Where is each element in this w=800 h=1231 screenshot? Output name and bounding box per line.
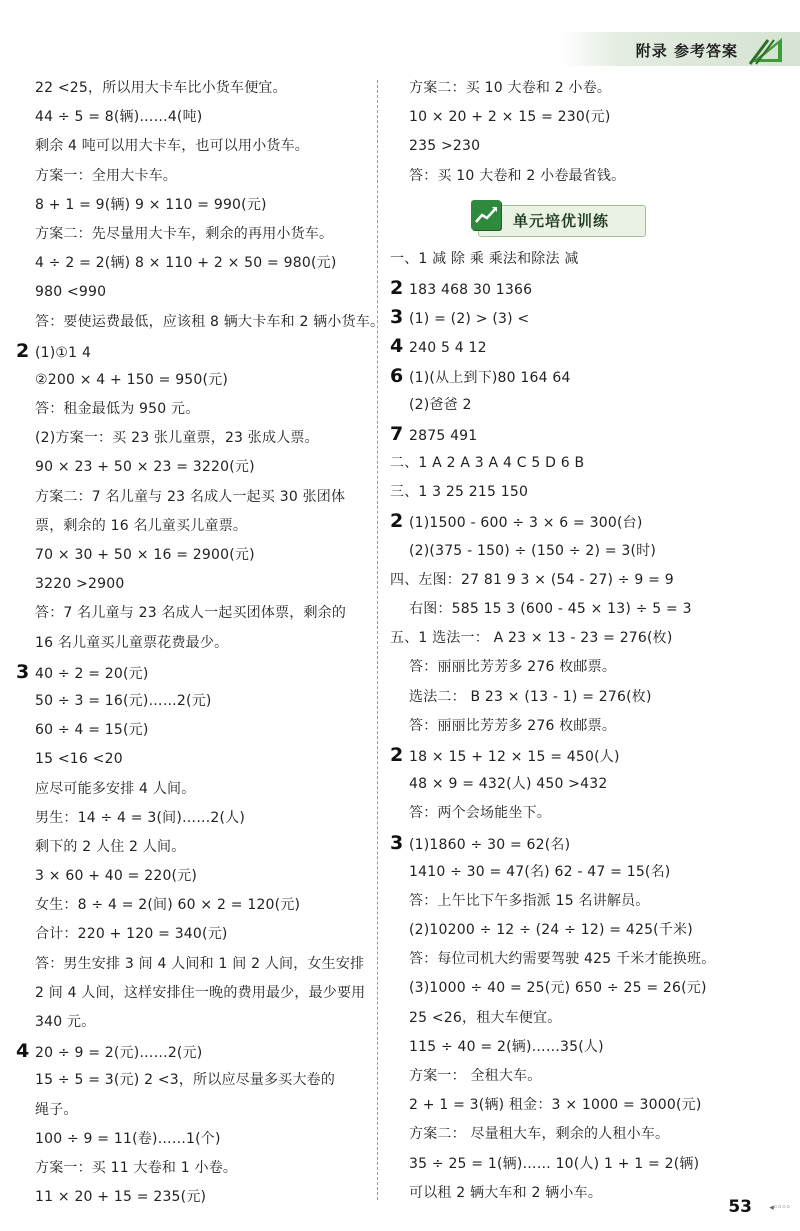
page-header (560, 32, 800, 66)
answer-line (390, 478, 780, 507)
answer-line (16, 162, 368, 191)
answer-line (16, 570, 368, 599)
answer-line (16, 687, 368, 716)
answer-line (16, 453, 368, 482)
answer-line (390, 103, 780, 132)
answer-line (16, 891, 368, 920)
answer-text: 35 ÷ 25 = 1(辆)…… 10(人) 1 + 1 = 2(辆) (409, 1155, 700, 1172)
answer-line (16, 278, 368, 307)
answer-line (16, 1066, 368, 1095)
answer-line (16, 366, 368, 395)
answer-line (16, 920, 368, 949)
answer-text: 20 ÷ 9 = 2(元)……2(元) (35, 1045, 203, 1062)
answer-line (390, 653, 780, 682)
answer-text: 8 + 1 = 9(辆) 9 × 110 = 990(元) (35, 196, 267, 213)
answer-line (390, 1150, 780, 1179)
answer-line (16, 716, 368, 745)
answer-line (390, 1091, 780, 1120)
answer-text: 50 ÷ 3 = 16(元)……2(元) (35, 692, 212, 709)
answer-line (16, 249, 368, 278)
answer-line (16, 541, 368, 570)
answer-line (16, 132, 368, 161)
answer-line (16, 1154, 368, 1183)
answer-text: 15 <16 <20 (35, 751, 123, 768)
answer-text: 22 <25，所以用大卡车比小货车便宜。 (35, 80, 287, 96)
answer-line (16, 979, 368, 1008)
answer-text: 10 × 20 + 2 × 15 = 230(元) (409, 109, 611, 126)
answer-line (16, 1008, 368, 1037)
answer-text: 方案二：先尽量用大卡车，剩余的再用小货车。 (35, 225, 334, 242)
column-divider (377, 80, 378, 1200)
answer-text: 235 >230 (409, 138, 481, 155)
answer-line (390, 1179, 780, 1208)
answer-text: 2 + 1 = 3(辆) 租金：3 × 1000 = 3000(元) (409, 1097, 702, 1114)
answer-line (16, 658, 368, 687)
answer-line (390, 858, 780, 887)
answer-line (390, 1033, 780, 1062)
page-decoration-dots: ◂◦◦◦◦ (769, 1203, 790, 1213)
answer-text: 选法二： B 23 × (13 - 1) = 276(枚) (409, 688, 652, 705)
answer-text: 44 ÷ 5 = 8(辆)……4(吨) (35, 109, 203, 126)
answer-text: (3)1000 ÷ 40 = 25(元) 650 ÷ 25 = 26(元) (409, 980, 707, 997)
answer-text: (2)10200 ÷ 12 ÷ (24 ÷ 12) = 425(千米) (409, 922, 693, 939)
answer-text: 票，剩余的 16 名儿童买儿童票。 (35, 517, 248, 534)
question-number: 3 (16, 660, 30, 683)
question-number: 7 (390, 422, 404, 445)
answer-line (16, 833, 368, 862)
question-number: 2 (16, 339, 30, 362)
answer-text: 980 <990 (35, 284, 107, 301)
answer-line (390, 303, 780, 332)
answer-line (16, 512, 368, 541)
right-bottom-block (390, 245, 780, 1208)
answer-text: 答：男生安排 3 间 4 人间和 1 间 2 人间，女生安排 (35, 955, 365, 972)
answer-line (390, 683, 780, 712)
answer-line (16, 424, 368, 453)
answer-line (390, 624, 780, 653)
left-column (16, 74, 385, 1212)
answer-text: 女生：8 ÷ 4 = 2(间) 60 × 2 = 120(元) (35, 897, 301, 914)
answer-line (16, 337, 368, 366)
answer-line (16, 1037, 368, 1066)
answer-text: (2)方案一：买 23 张儿童票，23 张成人票。 (35, 430, 319, 447)
answer-text: 答：7 名儿童与 23 名成人一起买团体票，剩余的 (35, 605, 347, 622)
answer-line (16, 775, 368, 804)
answer-text: 答：租金最低为 950 元。 (35, 401, 200, 418)
answer-text: (1)1860 ÷ 30 = 62(名) (409, 836, 571, 853)
answer-line (390, 1062, 780, 1091)
answer-text: 男生：14 ÷ 4 = 3(间)……2(人) (35, 809, 246, 826)
answer-text: 240 5 4 12 (409, 340, 487, 357)
answer-line (390, 916, 780, 945)
answer-line (16, 74, 368, 103)
answer-line (390, 974, 780, 1003)
answer-text: 1410 ÷ 30 = 47(名) 62 - 47 = 15(名) (409, 863, 671, 880)
answer-line (16, 629, 368, 658)
answer-line (16, 220, 368, 249)
answer-line (16, 1125, 368, 1154)
answer-line (390, 1004, 780, 1033)
right-column (390, 74, 780, 1208)
answer-text: 五、1 选法一： A 23 × 13 - 23 = 276(枚) (390, 630, 673, 647)
answer-line (16, 483, 368, 512)
answer-line (16, 745, 368, 774)
question-number: 2 (390, 510, 404, 533)
answer-text: 70 × 30 + 50 × 16 = 2900(元) (35, 547, 255, 563)
answer-text: 方案二：买 10 大卷和 2 小卷。 (409, 80, 612, 96)
answer-line (390, 595, 780, 624)
answer-line (16, 804, 368, 833)
question-number: 2 (390, 743, 404, 766)
answer-line (390, 420, 780, 449)
answer-text: 答：丽丽比芳芳多 276 枚邮票。 (409, 659, 617, 676)
answer-line (390, 162, 780, 191)
answer-line (390, 1120, 780, 1149)
question-number: 3 (390, 831, 404, 854)
answer-text: 合计：220 + 120 = 340(元) (35, 926, 228, 943)
answer-text: 答：两个会场能坐下。 (409, 805, 551, 822)
answer-text: (1) = (2) > (3) < (409, 311, 530, 328)
answer-text: 答：每位司机大约需要驾驶 425 千米才能换班。 (409, 951, 716, 968)
answer-text: (2)爸爸 2 (409, 396, 472, 413)
answer-text: 60 ÷ 4 = 15(元) (35, 722, 149, 739)
answer-line (390, 799, 780, 828)
answer-text: 应尽可能多安排 4 人间。 (35, 780, 196, 797)
answer-line (390, 449, 780, 478)
answer-line (390, 741, 780, 770)
answer-text: 方案一： 全租大车。 (409, 1068, 542, 1084)
section-title: 单元培优训练 (513, 211, 610, 230)
answer-line (16, 1096, 368, 1125)
answer-text: 90 × 23 + 50 × 23 = 3220(元) (35, 459, 255, 476)
answer-line (16, 950, 368, 979)
header-title: 附录 参考答案 (635, 42, 738, 60)
answer-text: 可以租 2 辆大车和 2 辆小车。 (409, 1184, 603, 1201)
answer-text: (2)(375 - 150) ÷ (150 ÷ 2) = 3(时) (409, 542, 657, 559)
answer-text: 18 × 15 + 12 × 15 = 450(人) (409, 748, 620, 765)
answer-text: (1)①1 4 (35, 344, 92, 361)
answer-text: 答：丽丽比芳芳多 276 枚邮票。 (409, 717, 617, 734)
answer-text: 二、1 A 2 A 3 A 4 C 5 D 6 B (390, 455, 585, 472)
answer-line (16, 395, 368, 424)
answer-text: 方案二： 尽量租大车，剩余的人租小车。 (409, 1126, 670, 1143)
answer-text: 48 × 9 = 432(人) 450 >432 (409, 776, 608, 793)
answer-line (390, 132, 780, 161)
answer-text: 3220 >2900 (35, 576, 125, 593)
answer-text: (1)1500 - 600 ÷ 3 × 6 = 300(台) (409, 515, 643, 532)
right-top-block (390, 74, 780, 191)
answer-line (390, 507, 780, 536)
answer-line (16, 862, 368, 891)
answer-line (390, 245, 780, 274)
answer-text: 25 <26，租大车便宜。 (409, 1009, 562, 1026)
answer-line (390, 332, 780, 361)
answer-text: 100 ÷ 9 = 11(卷)……1(个) (35, 1130, 221, 1147)
answer-text: 右图：585 15 3 (600 - 45 × 13) ÷ 5 = 3 (409, 601, 692, 617)
question-number: 4 (16, 1040, 30, 1063)
answer-text: 绳子。 (35, 1101, 78, 1118)
question-number: 3 (390, 306, 404, 329)
answer-text: (1)(从上到下)80 164 64 (409, 369, 571, 386)
question-number: 2 (390, 276, 404, 299)
answer-text: 15 ÷ 5 = 3(元) 2 <3，所以应尽量多买大卷的 (35, 1072, 336, 1089)
answer-text: 40 ÷ 2 = 20(元) (35, 665, 149, 682)
answer-text: 183 468 30 1366 (409, 281, 533, 298)
answer-line (390, 74, 780, 103)
answer-line (390, 566, 780, 595)
answer-text: 340 元。 (35, 1014, 96, 1030)
answer-text: 11 × 20 + 15 = 235(元) (35, 1189, 207, 1206)
answer-text: 方案二：7 名儿童与 23 名成人一起买 30 张团体 (35, 488, 346, 505)
page-number: 53 (728, 1197, 752, 1217)
banner-box (478, 205, 646, 237)
answer-text: 剩下的 2 人住 2 人间。 (35, 838, 186, 855)
answer-text: 2 间 4 人间，这样安排住一晚的费用最少，最少要用 (35, 984, 366, 1001)
answer-line (16, 191, 368, 220)
answer-text: 3 × 60 + 40 = 220(元) (35, 868, 198, 885)
answer-line (16, 103, 368, 132)
answer-line (16, 308, 385, 337)
answer-line (390, 391, 780, 420)
answer-text: 2875 491 (409, 427, 478, 444)
question-number: 6 (390, 364, 404, 387)
section-banner (390, 199, 780, 243)
ruler-triangle-icon (748, 34, 786, 66)
answer-line (390, 829, 780, 858)
answer-text: 方案一：全用大卡车。 (35, 167, 177, 184)
answer-line (390, 945, 780, 974)
answer-line (16, 599, 368, 628)
answer-line (390, 712, 780, 741)
answer-text: 答：上午比下午多指派 15 名讲解员。 (409, 892, 650, 909)
answer-line (390, 537, 780, 566)
answer-text: 四、左图：27 81 9 3 × (54 - 27) ÷ 9 = 9 (390, 571, 674, 588)
answer-text: 三、1 3 25 215 150 (390, 484, 529, 501)
answer-text: 答：要使运费最低，应该租 8 辆大卡车和 2 辆小货车。 (35, 313, 385, 330)
answer-text: 115 ÷ 40 = 2(辆)……35(人) (409, 1038, 604, 1055)
answer-line (390, 770, 780, 799)
answer-text: ②200 × 4 + 150 = 950(元) (35, 371, 229, 388)
answer-line (390, 887, 780, 916)
question-number: 4 (390, 335, 404, 358)
answer-text: 16 名儿童买儿童票花费最少。 (35, 634, 229, 651)
answer-text: 方案一：买 11 大卷和 1 小卷。 (35, 1159, 238, 1176)
trend-chart-icon (471, 200, 501, 230)
answer-line (390, 362, 780, 391)
answer-text: 剩余 4 吨可以用大卡车，也可以用小货车。 (35, 138, 310, 155)
answer-line (390, 274, 780, 303)
answer-line (16, 1183, 368, 1212)
answer-text: 一、1 减 除 乘 乘法和除法 减 (390, 250, 579, 267)
answer-text: 答：买 10 大卷和 2 小卷最省钱。 (409, 167, 626, 184)
answer-text: 4 ÷ 2 = 2(辆) 8 × 110 + 2 × 50 = 980(元) (35, 255, 337, 272)
